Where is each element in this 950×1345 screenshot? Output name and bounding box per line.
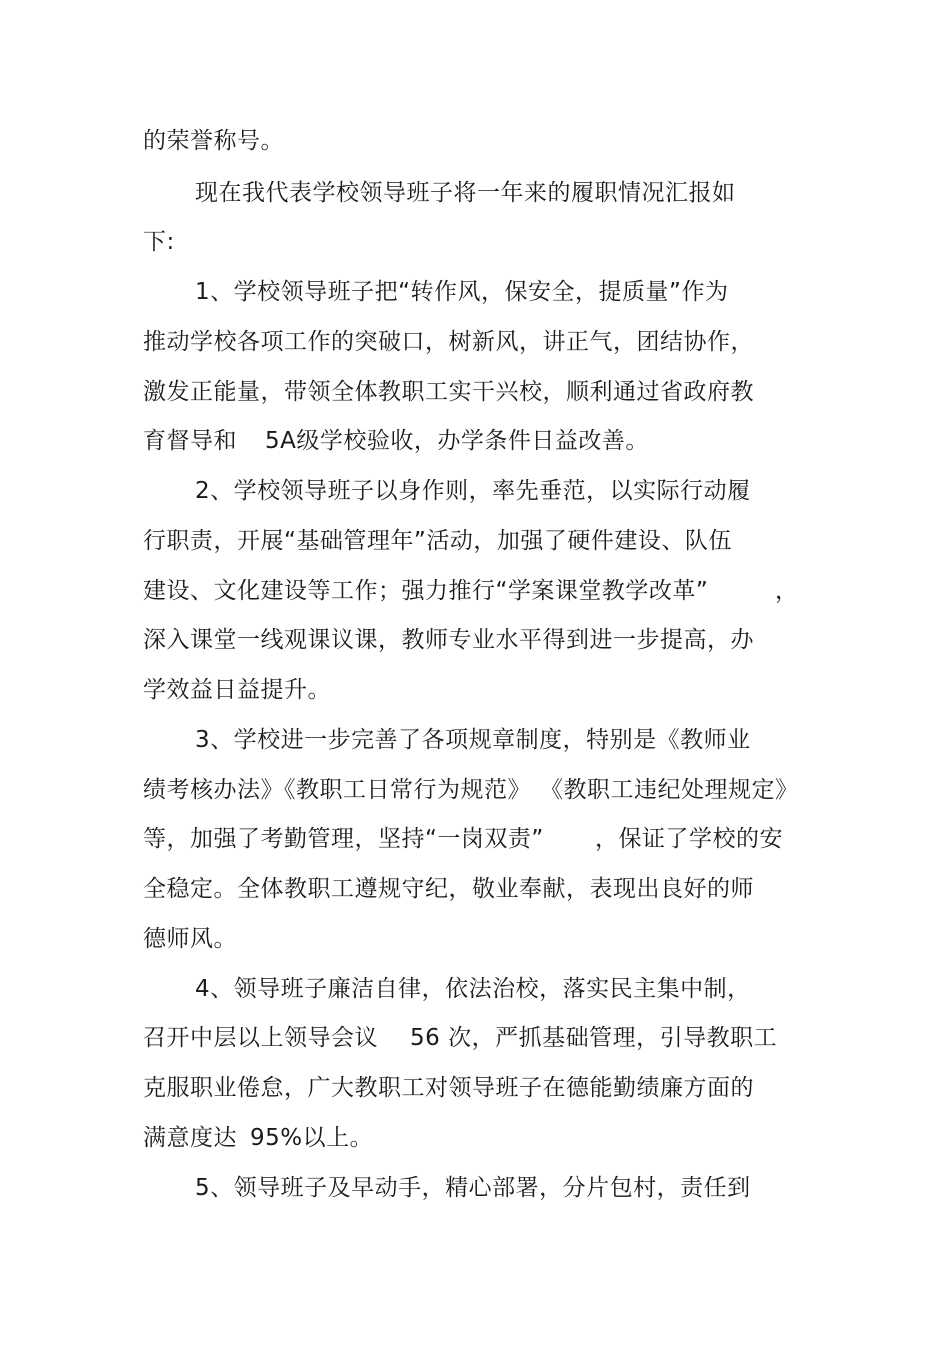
text-segment: 德师风。 xyxy=(143,926,237,952)
text-segment: 5、领导班子及早动手，精心部署，分片包村，责任到 xyxy=(195,1175,751,1201)
text-line xyxy=(0,919,950,959)
text-segment: 56 次，严抓基础管理，引导教职工 xyxy=(410,1025,778,1051)
text-segment: 克服职业倦怠，广大教职工对领导班子在德能勤绩廉方面的 xyxy=(143,1075,754,1101)
text-segment: 深入课堂一线观课议课，教师专业水平得到进一步提高，办 xyxy=(143,627,754,653)
text-segment: 行职责，开展“基础管理年”活动，加强了硬件建设、队伍 xyxy=(143,528,732,554)
text-segment: 3、学校进一步完善了各项规章制度，特别是《教师业 xyxy=(195,727,751,753)
text-segment: 的荣誉称号。 xyxy=(143,128,284,154)
text-line xyxy=(0,620,950,660)
text-segment: 全稳定。全体教职工遵规守纪，敬业奉献，表现出良好的师 xyxy=(143,876,754,902)
text-segment: 育督导和 xyxy=(143,428,237,454)
text-line xyxy=(0,1068,950,1108)
text-line xyxy=(0,121,950,161)
text-segment: 激发正能量，带领全体教职工实干兴校，顺利通过省政府教 xyxy=(143,379,754,405)
text-segment: 推动学校各项工作的突破口，树新风，讲正气，团结协作， xyxy=(143,329,754,355)
text-line xyxy=(0,1168,950,1208)
text-line xyxy=(0,272,950,312)
text-line xyxy=(0,571,950,611)
text-segment: 下: xyxy=(143,229,175,255)
text-segment: 等，加强了考勤管理，坚持“一岗双责” xyxy=(143,826,544,852)
text-line xyxy=(0,1018,950,1058)
text-line xyxy=(0,720,950,760)
text-line xyxy=(0,421,950,461)
text-line xyxy=(0,969,950,1009)
text-segment: 学效益日益提升。 xyxy=(143,677,331,703)
text-segment: 绩考核办法》《教职工日常行为规范》 xyxy=(143,777,531,803)
text-line xyxy=(0,521,950,561)
text-segment: 建设、文化建设等工作；强力推行“学案课堂教学改革” xyxy=(143,578,709,604)
text-line xyxy=(0,869,950,909)
text-line xyxy=(0,819,950,859)
text-segment: 95%以上。 xyxy=(250,1125,374,1151)
text-line xyxy=(0,173,950,213)
text-line xyxy=(0,471,950,511)
text-segment: 2、学校领导班子以身作则，率先垂范，以实际行动履 xyxy=(195,478,751,504)
text-segment: 现在我代表学校领导班子将一年来的履职情况汇报如 xyxy=(195,180,736,206)
text-line xyxy=(0,372,950,412)
text-segment: ，保证了学校的安 xyxy=(595,826,783,852)
text-line xyxy=(0,670,950,710)
text-segment: 召开中层以上领导会议 xyxy=(143,1025,378,1051)
text-segment: 4、领导班子廉洁自律，依法治校，落实民主集中制， xyxy=(195,976,751,1002)
text-line xyxy=(0,222,950,262)
text-segment: 满意度达 xyxy=(143,1125,237,1151)
text-line xyxy=(0,770,950,810)
text-segment: 《教职工违纪处理规定》 xyxy=(540,777,799,803)
text-segment: 5A级学校验收，办学条件日益改善。 xyxy=(265,428,649,454)
text-segment: 1、学校领导班子把“转作风，保安全，提质量”作为 xyxy=(195,279,729,305)
text-segment: ， xyxy=(775,578,799,604)
text-line xyxy=(0,1118,950,1158)
text-line xyxy=(0,322,950,362)
